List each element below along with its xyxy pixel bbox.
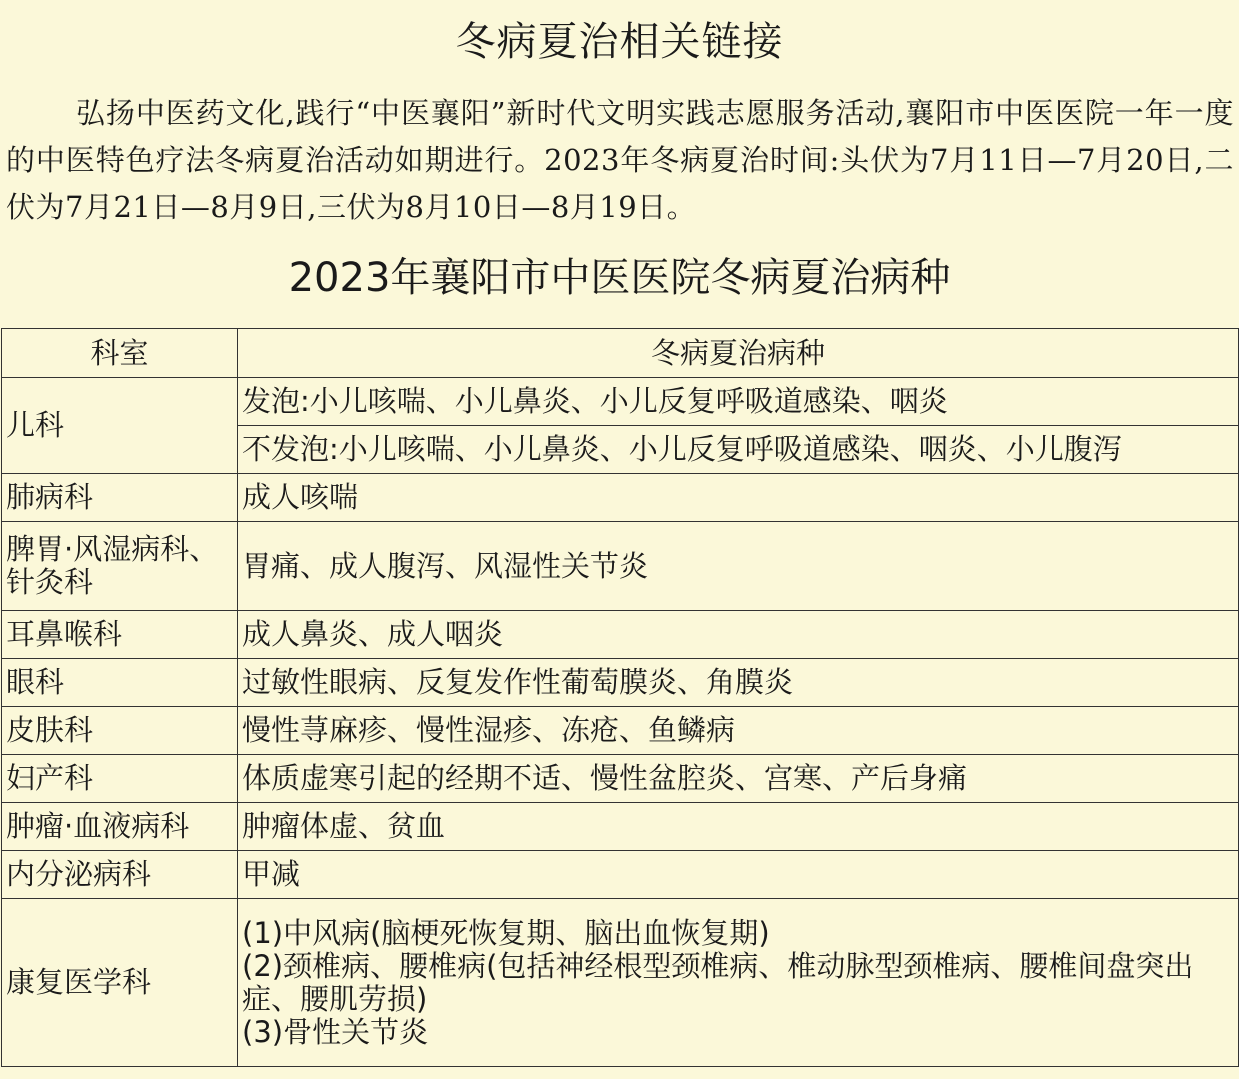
table-row — [2, 707, 1239, 755]
dept-cell: 妇产科 — [2, 755, 238, 803]
table-row — [2, 755, 1239, 803]
disease-cell: 成人鼻炎、成人咽炎 — [238, 611, 1239, 659]
table-row — [2, 474, 1239, 522]
disease-cell: 甲减 — [238, 851, 1239, 899]
disease-line: (1)中风病(脑梗死恢复期、脑出血恢复期) — [242, 915, 770, 950]
disease-table — [1, 328, 1239, 1067]
dept-cell: 耳鼻喉科 — [2, 611, 238, 659]
disease-line: (2)颈椎病、腰椎病(包括神经根型颈椎病、椎动脉型颈椎病、腰椎间盘突出症、腰肌劳损) — [242, 948, 1194, 1016]
dept-cell: 肺病科 — [2, 474, 238, 522]
table-row — [2, 611, 1239, 659]
disease-cell: 发泡:小儿咳喘、小儿鼻炎、小儿反复呼吸道感染、咽炎 — [238, 378, 1239, 426]
intro-paragraph: 弘扬中医药文化,践行“中医襄阳”新时代文明实践志愿服务活动,襄阳市中医医院一年一度的中医特色疗法冬病夏治活动如期进行。2023年冬病夏治时间:头伏为7月11日—7月20日,二伏为7月21日—8月9日,三伏为8月10日—8月19日。 — [6, 96, 1234, 224]
disease-line: (3)骨性关节炎 — [242, 1014, 429, 1049]
table-row — [2, 659, 1239, 707]
disease-cell: 体质虚寒引起的经期不适、慢性盆腔炎、宫寒、产后身痛 — [238, 755, 1239, 803]
table-row — [2, 851, 1239, 899]
dept-cell: 皮肤科 — [2, 707, 238, 755]
dept-cell: 儿科 — [2, 378, 238, 474]
dept-cell: 肿瘤·血液病科 — [2, 803, 238, 851]
table-title: 2023年襄阳市中医医院冬病夏治病种 — [288, 255, 951, 301]
header-diseases: 冬病夏治病种 — [238, 329, 1239, 378]
dept-cell: 眼科 — [2, 659, 238, 707]
disease-cell: 不发泡:小儿咳喘、小儿鼻炎、小儿反复呼吸道感染、咽炎、小儿腹泻 — [238, 426, 1239, 474]
disease-cell — [238, 899, 1239, 1067]
dept-cell: 脾胃·风湿病科、针灸科 — [2, 522, 238, 611]
table-header-row — [2, 329, 1239, 378]
disease-cell: 肿瘤体虚、贫血 — [238, 803, 1239, 851]
dept-cell: 内分泌病科 — [2, 851, 238, 899]
table-row — [2, 378, 1239, 426]
table-row — [2, 522, 1239, 611]
dept-cell: 康复医学科 — [2, 899, 238, 1067]
disease-cell: 过敏性眼病、反复发作性葡萄膜炎、角膜炎 — [238, 659, 1239, 707]
disease-cell: 胃痛、成人腹泻、风湿性关节炎 — [238, 522, 1239, 611]
table-row — [2, 899, 1239, 1067]
table-row — [2, 803, 1239, 851]
header-department: 科室 — [2, 329, 238, 378]
disease-cell: 成人咳喘 — [238, 474, 1239, 522]
disease-cell: 慢性荨麻疹、慢性湿疹、冻疮、鱼鳞病 — [238, 707, 1239, 755]
article-title: 冬病夏治相关链接 — [455, 19, 784, 65]
